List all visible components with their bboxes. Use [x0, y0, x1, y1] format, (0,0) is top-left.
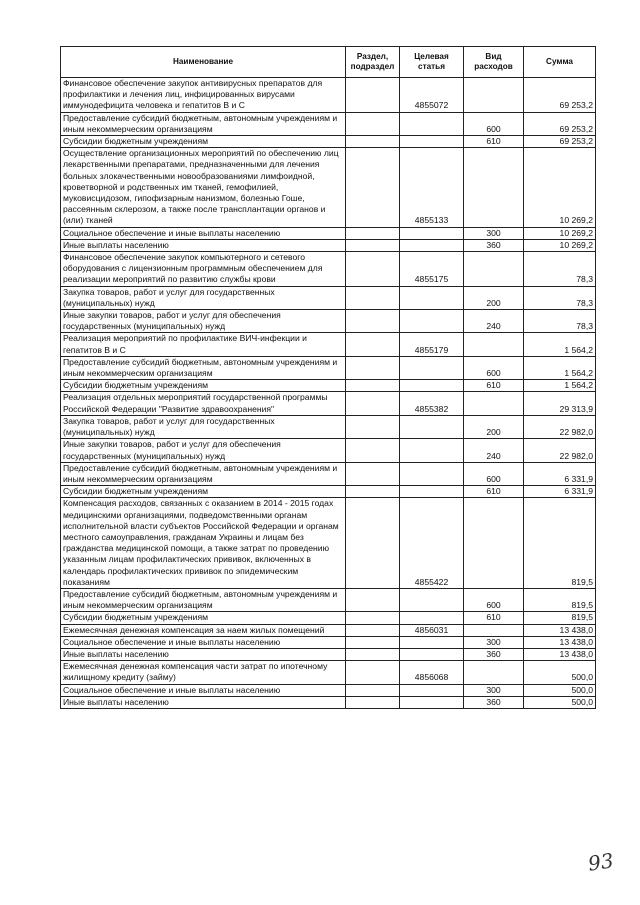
- cell-name: Социальное обеспечение и иные выплаты населению: [61, 636, 346, 648]
- table-row: [61, 252, 596, 287]
- cell-article: [400, 239, 464, 251]
- table-row: [61, 392, 596, 415]
- cell-article: [400, 696, 464, 708]
- table-row: [61, 696, 596, 708]
- cell-article: [400, 588, 464, 611]
- cell-type: [464, 148, 524, 227]
- budget-table: [60, 46, 596, 709]
- cell-sum: 13 438,0: [524, 636, 596, 648]
- cell-article: [400, 286, 464, 309]
- cell-sum: 13 438,0: [524, 648, 596, 660]
- cell-article: 4855179: [400, 333, 464, 356]
- header-row: [61, 47, 596, 78]
- header-article-line1: Целевая: [414, 52, 449, 61]
- table-row: [61, 486, 596, 498]
- cell-article: [400, 462, 464, 485]
- cell-type: [464, 392, 524, 415]
- cell-sum: 29 313,9: [524, 392, 596, 415]
- cell-name: Предоставление субсидий бюджетным, автономным учреждениям и иным некоммерческим организациям: [61, 112, 346, 135]
- cell-sum: 22 982,0: [524, 415, 596, 438]
- cell-type: 610: [464, 486, 524, 498]
- cell-type: 240: [464, 310, 524, 333]
- cell-name: Финансовое обеспечение закупок компьютерного и сетевого оборудования с лицензионным программным обеспечением для реализации мероприятий по развитию службы крови: [61, 252, 346, 287]
- cell-section: [346, 310, 400, 333]
- cell-type: 300: [464, 227, 524, 239]
- cell-section: [346, 392, 400, 415]
- cell-sum: 819,5: [524, 498, 596, 589]
- cell-name: Субсидии бюджетным учреждениям: [61, 380, 346, 392]
- cell-article: 4855175: [400, 252, 464, 287]
- cell-section: [346, 624, 400, 636]
- cell-section: [346, 286, 400, 309]
- cell-sum: 6 331,9: [524, 486, 596, 498]
- cell-name: Закупка товаров, работ и услуг для государственных (муниципальных) нужд: [61, 415, 346, 438]
- cell-article: 4856031: [400, 624, 464, 636]
- cell-article: [400, 415, 464, 438]
- table-row: [61, 684, 596, 696]
- cell-sum: 22 982,0: [524, 439, 596, 462]
- cell-section: [346, 136, 400, 148]
- cell-article: [400, 136, 464, 148]
- table-row: [61, 78, 596, 113]
- cell-name: Субсидии бюджетным учреждениям: [61, 612, 346, 624]
- cell-section: [346, 696, 400, 708]
- table-row: [61, 439, 596, 462]
- cell-name: Иные закупки товаров, работ и услуг для обеспечения государственных (муниципальных) нужд: [61, 439, 346, 462]
- cell-article: [400, 684, 464, 696]
- cell-article: [400, 356, 464, 379]
- cell-name: Предоставление субсидий бюджетным, автономным учреждениям и иным некоммерческим организациям: [61, 356, 346, 379]
- cell-sum: 1 564,2: [524, 356, 596, 379]
- cell-name: Предоставление субсидий бюджетным, автономным учреждениям и иным некоммерческим организациям: [61, 462, 346, 485]
- cell-section: [346, 227, 400, 239]
- cell-section: [346, 148, 400, 227]
- cell-section: [346, 486, 400, 498]
- cell-name: Социальное обеспечение и иные выплаты населению: [61, 227, 346, 239]
- cell-section: [346, 648, 400, 660]
- cell-article: [400, 486, 464, 498]
- cell-name: Закупка товаров, работ и услуг для государственных (муниципальных) нужд: [61, 286, 346, 309]
- cell-type: [464, 624, 524, 636]
- cell-sum: 69 253,2: [524, 78, 596, 113]
- page-number: 93: [586, 848, 615, 876]
- table-row: [61, 380, 596, 392]
- cell-type: 600: [464, 462, 524, 485]
- cell-article: [400, 227, 464, 239]
- cell-name: Компенсация расходов, связанных с оказанием в 2014 - 2015 годах медицинскими организациями, подведомственными органам исполнительной власти субъектов Российской Федерации и органам местного самоуправления, гражданам Украины и лицам без гражданства медицинской помощи, а также затрат по проведению указанным лицам профилактических прививок, включенных в календарь профилактических прививок по эпидемическим показаниям: [61, 498, 346, 589]
- cell-name: Субсидии бюджетным учреждениям: [61, 136, 346, 148]
- cell-article: [400, 612, 464, 624]
- cell-section: [346, 636, 400, 648]
- table-row: [61, 286, 596, 309]
- cell-sum: 1 564,2: [524, 333, 596, 356]
- cell-type: 200: [464, 286, 524, 309]
- table-row: [61, 239, 596, 251]
- cell-type: 200: [464, 415, 524, 438]
- cell-type: 600: [464, 356, 524, 379]
- header-section-line1: Раздел,: [356, 52, 389, 61]
- table-row: [61, 462, 596, 485]
- cell-article: [400, 648, 464, 660]
- table-row: [61, 648, 596, 660]
- header-sum: Сумма: [524, 47, 596, 78]
- cell-section: [346, 498, 400, 589]
- cell-type: 300: [464, 636, 524, 648]
- cell-type: [464, 78, 524, 113]
- header-type-line2: расходов: [474, 62, 513, 71]
- cell-section: [346, 252, 400, 287]
- cell-sum: 78,3: [524, 310, 596, 333]
- cell-sum: 69 253,2: [524, 136, 596, 148]
- cell-type: 600: [464, 588, 524, 611]
- cell-sum: 78,3: [524, 286, 596, 309]
- header-article-line2: статья: [418, 62, 445, 71]
- cell-type: 300: [464, 684, 524, 696]
- cell-sum: 1 564,2: [524, 380, 596, 392]
- cell-name: Реализация мероприятий по профилактике ВИЧ-инфекции и гепатитов B и C: [61, 333, 346, 356]
- cell-section: [346, 439, 400, 462]
- cell-type: [464, 498, 524, 589]
- cell-section: [346, 684, 400, 696]
- cell-type: [464, 661, 524, 684]
- cell-article: 4856068: [400, 661, 464, 684]
- cell-article: 4855133: [400, 148, 464, 227]
- cell-name: Финансовое обеспечение закупок антивирусных препаратов для профилактики и лечения лиц, инфицированных вирусами иммунодефицита человека и гепатитов B и C: [61, 78, 346, 113]
- table-header: [61, 47, 596, 78]
- cell-section: [346, 333, 400, 356]
- cell-name: Ежемесячная денежная компенсация за наем жилых помещений: [61, 624, 346, 636]
- cell-section: [346, 380, 400, 392]
- cell-sum: 500,0: [524, 661, 596, 684]
- cell-article: 4855422: [400, 498, 464, 589]
- cell-article: [400, 636, 464, 648]
- cell-sum: 78,3: [524, 252, 596, 287]
- cell-type: 360: [464, 239, 524, 251]
- cell-sum: 13 438,0: [524, 624, 596, 636]
- cell-type: 240: [464, 439, 524, 462]
- cell-sum: 500,0: [524, 684, 596, 696]
- cell-article: [400, 439, 464, 462]
- cell-article: 4855382: [400, 392, 464, 415]
- cell-section: [346, 239, 400, 251]
- table-row: [61, 415, 596, 438]
- cell-section: [346, 661, 400, 684]
- cell-type: 360: [464, 648, 524, 660]
- cell-sum: 6 331,9: [524, 462, 596, 485]
- cell-name: Ежемесячная денежная компенсация части затрат по ипотечному жилищному кредиту (займу): [61, 661, 346, 684]
- cell-name: Иные выплаты населению: [61, 648, 346, 660]
- cell-section: [346, 415, 400, 438]
- table-row: [61, 136, 596, 148]
- cell-article: [400, 380, 464, 392]
- header-type-line1: Вид: [485, 52, 502, 61]
- table-row: [61, 227, 596, 239]
- table-row: [61, 112, 596, 135]
- table-row: [61, 148, 596, 227]
- cell-type: 610: [464, 136, 524, 148]
- cell-article: 4855072: [400, 78, 464, 113]
- cell-name: Реализация отдельных мероприятий государственной программы Российской Федерации "Развитие здравоохранения": [61, 392, 346, 415]
- cell-type: [464, 252, 524, 287]
- header-name: Наименование: [61, 47, 346, 78]
- table-row: [61, 356, 596, 379]
- cell-sum: 10 269,2: [524, 148, 596, 227]
- cell-name: Иные закупки товаров, работ и услуг для обеспечения государственных (муниципальных) нужд: [61, 310, 346, 333]
- cell-sum: 69 253,2: [524, 112, 596, 135]
- table-row: [61, 661, 596, 684]
- table-row: [61, 612, 596, 624]
- table-row: [61, 636, 596, 648]
- table-row: [61, 310, 596, 333]
- cell-name: Предоставление субсидий бюджетным, автономным учреждениям и иным некоммерческим организациям: [61, 588, 346, 611]
- cell-article: [400, 112, 464, 135]
- cell-section: [346, 112, 400, 135]
- table-row: [61, 333, 596, 356]
- cell-section: [346, 78, 400, 113]
- cell-name: Иные выплаты населению: [61, 239, 346, 251]
- cell-name: Социальное обеспечение и иные выплаты населению: [61, 684, 346, 696]
- cell-sum: 10 269,2: [524, 239, 596, 251]
- table-row: [61, 624, 596, 636]
- table-row: [61, 588, 596, 611]
- table-row: [61, 498, 596, 589]
- cell-type: [464, 333, 524, 356]
- cell-section: [346, 462, 400, 485]
- cell-type: 360: [464, 696, 524, 708]
- cell-sum: 819,5: [524, 588, 596, 611]
- header-section: [346, 47, 400, 78]
- cell-sum: 819,5: [524, 612, 596, 624]
- cell-name: Иные выплаты населению: [61, 696, 346, 708]
- cell-type: 600: [464, 112, 524, 135]
- cell-type: 610: [464, 612, 524, 624]
- table-body: [61, 78, 596, 709]
- header-type: [464, 47, 524, 78]
- cell-section: [346, 356, 400, 379]
- cell-name: Субсидии бюджетным учреждениям: [61, 486, 346, 498]
- cell-section: [346, 612, 400, 624]
- header-article: [400, 47, 464, 78]
- cell-sum: 10 269,2: [524, 227, 596, 239]
- header-section-line2: подраздел: [350, 62, 395, 71]
- cell-type: 610: [464, 380, 524, 392]
- cell-name: Осуществление организационных мероприятий по обеспечению лиц лекарственными препаратами, предназначенными для лечения больных злокачественными новообразованиями лимфоидной, кроветворной и родственных им тканей, гемофилией, муковисцидозом, гипофизарным нанизмом, болезнью Гоше, рассеянным склерозом, а также после трансплантации органов и (или) тканей: [61, 148, 346, 227]
- cell-sum: 500,0: [524, 696, 596, 708]
- cell-article: [400, 310, 464, 333]
- cell-section: [346, 588, 400, 611]
